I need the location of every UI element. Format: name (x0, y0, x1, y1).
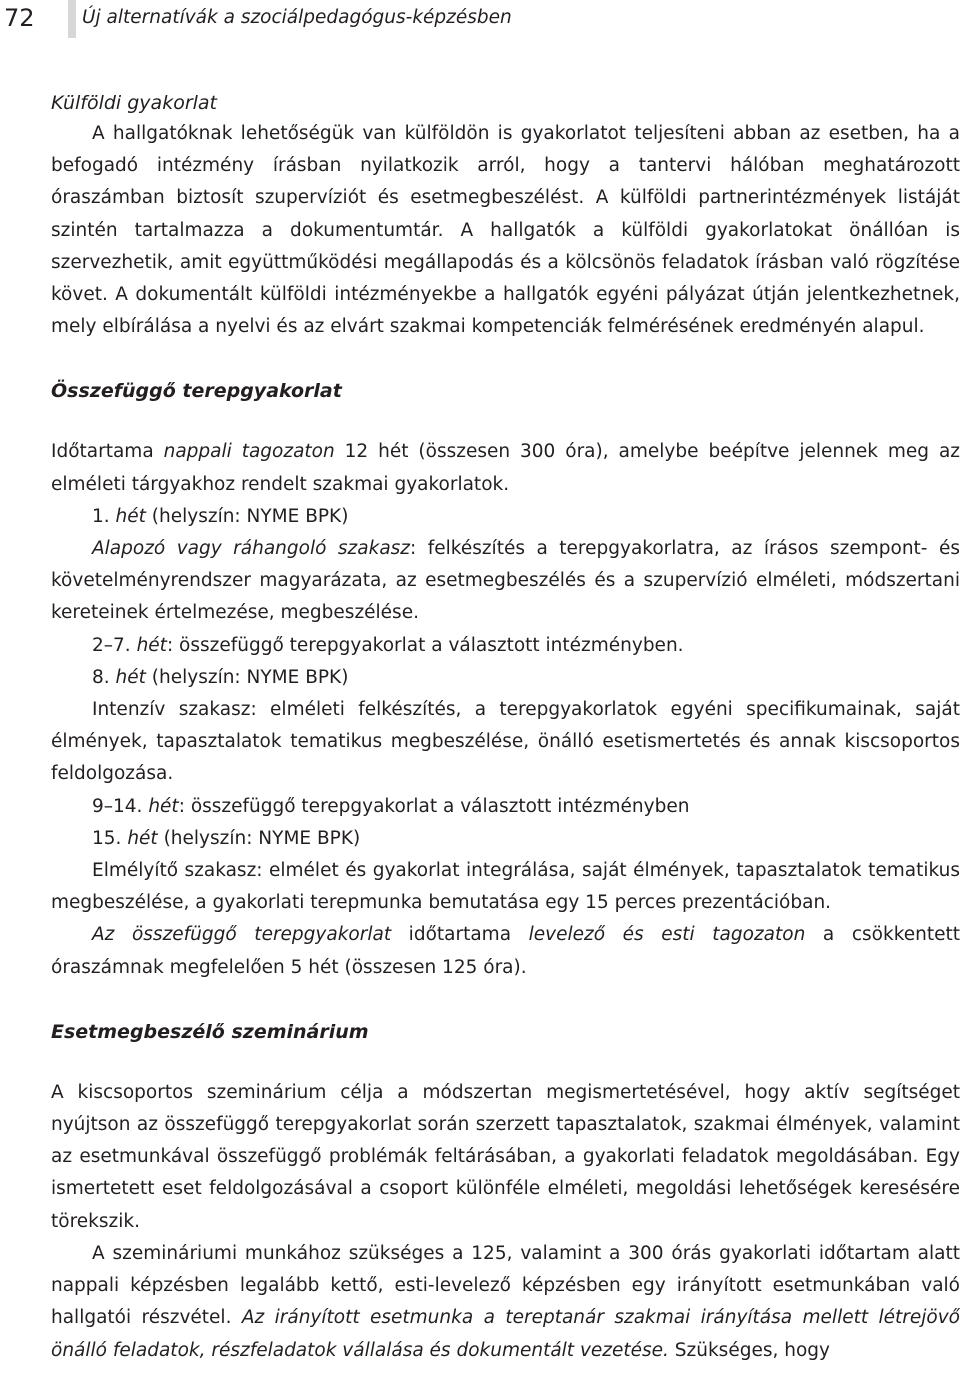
intro-text-c: 12 hét (összesen 300 óra), amelybe beépítve jelennek meg az elméleti tárgyakhoz rendelt szakmai gyakorlatok. (51, 441, 960, 495)
seminar-p2-a: A szemináriumi munkához szükséges a 125, valamint a 300 órás gyakorlati időtartam alatt nappali képzésben legalább kettő, esti-levelező képzésben egy irányított esetmunkában való hallgatói részvétel. (51, 1242, 960, 1329)
parttime-d: a csökkentett óraszámnak megfelelően 5 hét (összesen 125 óra). (51, 924, 960, 978)
foundation-text: : felkészítés a terepgyakorlatra, az írásos szempont- és követelményrendszer magyarázata, az esetmegbeszélés és a szupervízió elméleti, módszertani kereteinek értelmezése, megbeszélése. (51, 538, 960, 624)
week-15-rest: (helyszín: NYME BPK) (157, 827, 361, 849)
week-1-num: 1. (92, 505, 116, 527)
weeks-9-14-rest: : összefüggő terepgyakorlat a választott intézményben (178, 795, 690, 817)
seminar-paragraph-1: A kiscsoportos szeminárium célja a módszertan megismertetésével, hogy aktív segítséget nyújtson az összefüggő terepgyakorlat során szerzett tapasztalatok, szakmai élmények, valamint az esetmunkával összefüggő problémák feltárásában, a gyakorlati feladatok megoldásában. Egy ismertetett eset feldolgozásával a csoport különféle elméleti, megoldási lehetőségek keresésére törekszik. (51, 1081, 960, 1232)
week-1-rest: (helyszín: NYME BPK) (145, 505, 349, 527)
weeks-2-7-num: 2–7. (92, 634, 137, 656)
week-1-het: hét (115, 505, 146, 527)
parttime-b: időtartama (391, 924, 529, 946)
seminar-heading: Esetmegbeszélő szeminárium (51, 1020, 369, 1043)
week-8-het: hét (115, 666, 146, 688)
week-8-rest: (helyszín: NYME BPK) (145, 666, 349, 688)
week-15-het: hét (127, 827, 158, 849)
foundation-label: Alapozó vagy ráhangoló szakasz (92, 538, 411, 560)
intensive-phase: Intenzív szakasz: elméleti felkészítés, a terepgyakorlatok egyéni specifikumainak, saját élmények, tapasztalatok tematikus megbeszélése, önálló esetismertetés és annak kiscsoportos feldolgozása. (51, 699, 960, 785)
header-rule (68, 0, 76, 38)
week-15-line (51, 823, 960, 855)
seminar-p2-b: Az irányított esetmunka a tereptanár szakmai irányítása mellett létrejövő önálló feladatok, részfeladatok vállalása és dokumentált vezetése. (51, 1307, 960, 1361)
seminar-paragraph-2 (51, 1238, 960, 1367)
part-time-duration (51, 919, 960, 983)
foreign-practice-heading: Külföldi gyakorlat (51, 92, 217, 114)
week-15-num: 15. (92, 827, 128, 849)
weeks-2-7-rest: : összefüggő terepgyakorlat a választott intézményben. (166, 634, 684, 656)
intro-day-course: nappali tagozaton (163, 441, 335, 463)
intro-text-a: Időtartama (51, 441, 164, 463)
parttime-a: Az összefüggő terepgyakorlat (92, 924, 392, 946)
field-practice-intro (51, 436, 960, 500)
field-practice-heading: Összefüggő terepgyakorlat (51, 380, 342, 403)
week-8-line (51, 662, 960, 694)
weeks-9-14-line (51, 791, 960, 823)
seminar-p2-c: Szükséges, hogy (668, 1339, 830, 1361)
weeks-2-7-line (51, 630, 960, 662)
deepening-phase: Elmélyítő szakasz: elmélet és gyakorlat integrálása, saját élmények, tapasztalatok tematikus megbeszélése, a gyakorlati terepmunka bemutatása egy 15 perces prezentációban. (51, 860, 960, 914)
running-title: Új alternatívák a szociálpedagógus-képzésben (82, 7, 512, 28)
page-number: 72 (4, 4, 35, 32)
week-8-num: 8. (92, 666, 116, 688)
weeks-9-14-num: 9–14. (92, 795, 149, 817)
page-header (0, 0, 960, 40)
weeks-9-14-het: hét (148, 795, 179, 817)
parttime-c: levelező és esti tagozaton (528, 924, 806, 946)
foreign-practice-paragraph: A hallgatóknak lehetőségük van külföldön is gyakorlatot teljesíteni abban az esetben, ha a befogadó intézmény írásban nyilatkozik arról, hogy a tantervi hálóban meghatározott óraszámban biztosít szupervíziót és esetmegbeszélést. A külföldi partnerintézmények listáját szintén tartalmazza a dokumentumtár. A hallgatók a külföldi gyakorlatokat önállóan is szervezhetik, amit együttműködési megállapodás és a kölcsönös feladatok írásban való rögzítése követ. A dokumentált külföldi intézményekbe a hallgatók egyéni pályázat útján jelentkezhetnek, mely elbírálása a nyelvi és az elvárt szakmai kompetenciák felmérésének eredményén alapul. (51, 123, 960, 338)
weeks-2-7-het: hét (136, 634, 167, 656)
foundation-phase (51, 533, 960, 630)
week-1-line (51, 501, 960, 533)
page-content (51, 88, 960, 1367)
